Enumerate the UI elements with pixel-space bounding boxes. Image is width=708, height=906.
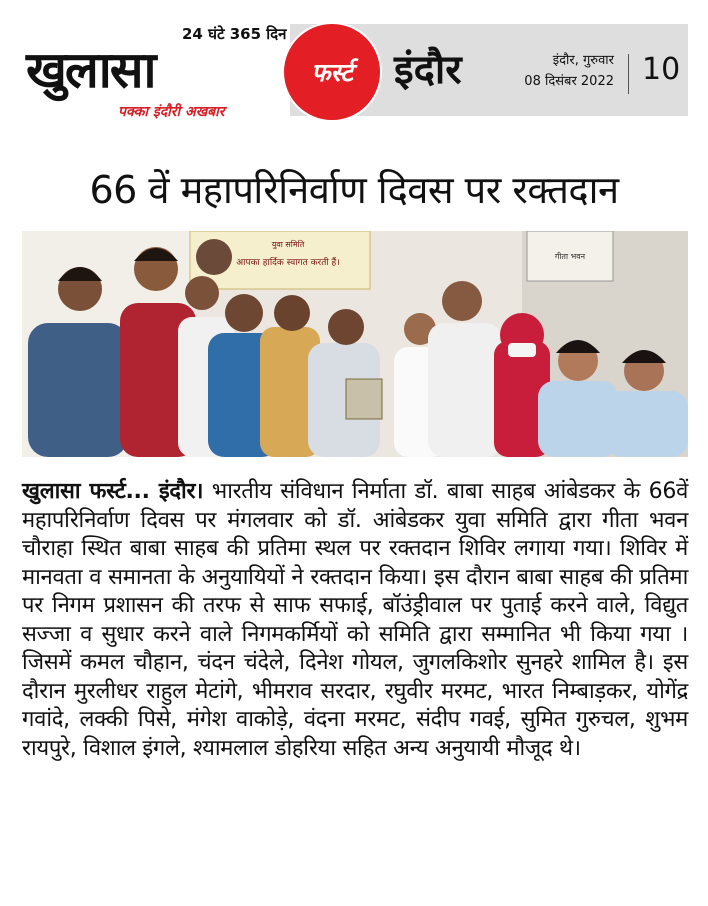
page-divider <box>628 54 629 94</box>
edition-city: इंदौर <box>394 47 462 93</box>
article-lead: खुलासा फर्स्ट... इंदौर। <box>22 479 204 504</box>
group-photo <box>22 231 688 457</box>
dateline-date: 08 दिसंबर 2022 <box>524 74 614 89</box>
dateline-day: इंदौर, गुरुवार <box>552 53 614 68</box>
masthead <box>22 18 688 122</box>
article-photo <box>22 231 688 457</box>
banner-text: आपका हार्दिक स्वागत करती हैं। <box>236 258 340 268</box>
dateline <box>520 50 614 92</box>
article-headline: 66 वें महापरिनिर्वाण दिवस पर रक्तदान <box>89 168 619 212</box>
newspaper-slogan: पक्का इंदौरी अखबार <box>118 104 225 120</box>
first-badge: फर्स्ट <box>284 24 380 120</box>
award-plaque <box>346 379 382 419</box>
article-body <box>22 478 688 763</box>
newspaper-logo: खुलासा <box>26 41 155 99</box>
article-text: भारतीय संविधान निर्माता डॉ. बाबा साहब आंबेडकर के 66वें महापरिनिर्वाण दिवस पर मंगलवार को डॉ. आंबेडकर युवा समिति द्वारा गीता भवन चौराहा स्थित बाबा साहब की प्रतिमा स्थल पर रक्तदान शिविर लगाया गया। शिविर में मानवता व समानता के अनुयायियों ने रक्तदान किया। इस दौरान बाबा साहब की प्रतिमा पर निगम प्रशासन की तरफ से साफ सफाई, बॉउंड्रीवाल पर पुताई करने वाले, विद्युत सज्जा व सुधार करने वाले निगमकर्मियों को समिति द्वारा सम्मानित भी किया गया । जिसमें कमल चौहान, चंदन चंदेले, दिनेश गोयल, जुगलकिशोर सुनहरे शामिल है। इस दौरान मुरलीधर राहुल मेटांगे, भीमराव सरदार, रघुवीर मरमट, भारत निम्बाड़कर, योगेंद्र गवांदे, लक्की पिसे, मंगेश वाकोड़े, वंदना मरमट, संदीप गवई, सुमित गुरुचल, शुभम रायपुरे, विशाल इंगले, श्यामलाल डोहरिया सहित अन्य अनुयायी मौजूद थे। <box>22 479 689 761</box>
masthead-tagline: 24 घंटे 365 दिन <box>182 25 287 43</box>
banner-top: युवा समिति <box>271 240 305 249</box>
page-number: 10 <box>642 52 681 87</box>
wall-sign: गीता भवन <box>554 252 586 261</box>
